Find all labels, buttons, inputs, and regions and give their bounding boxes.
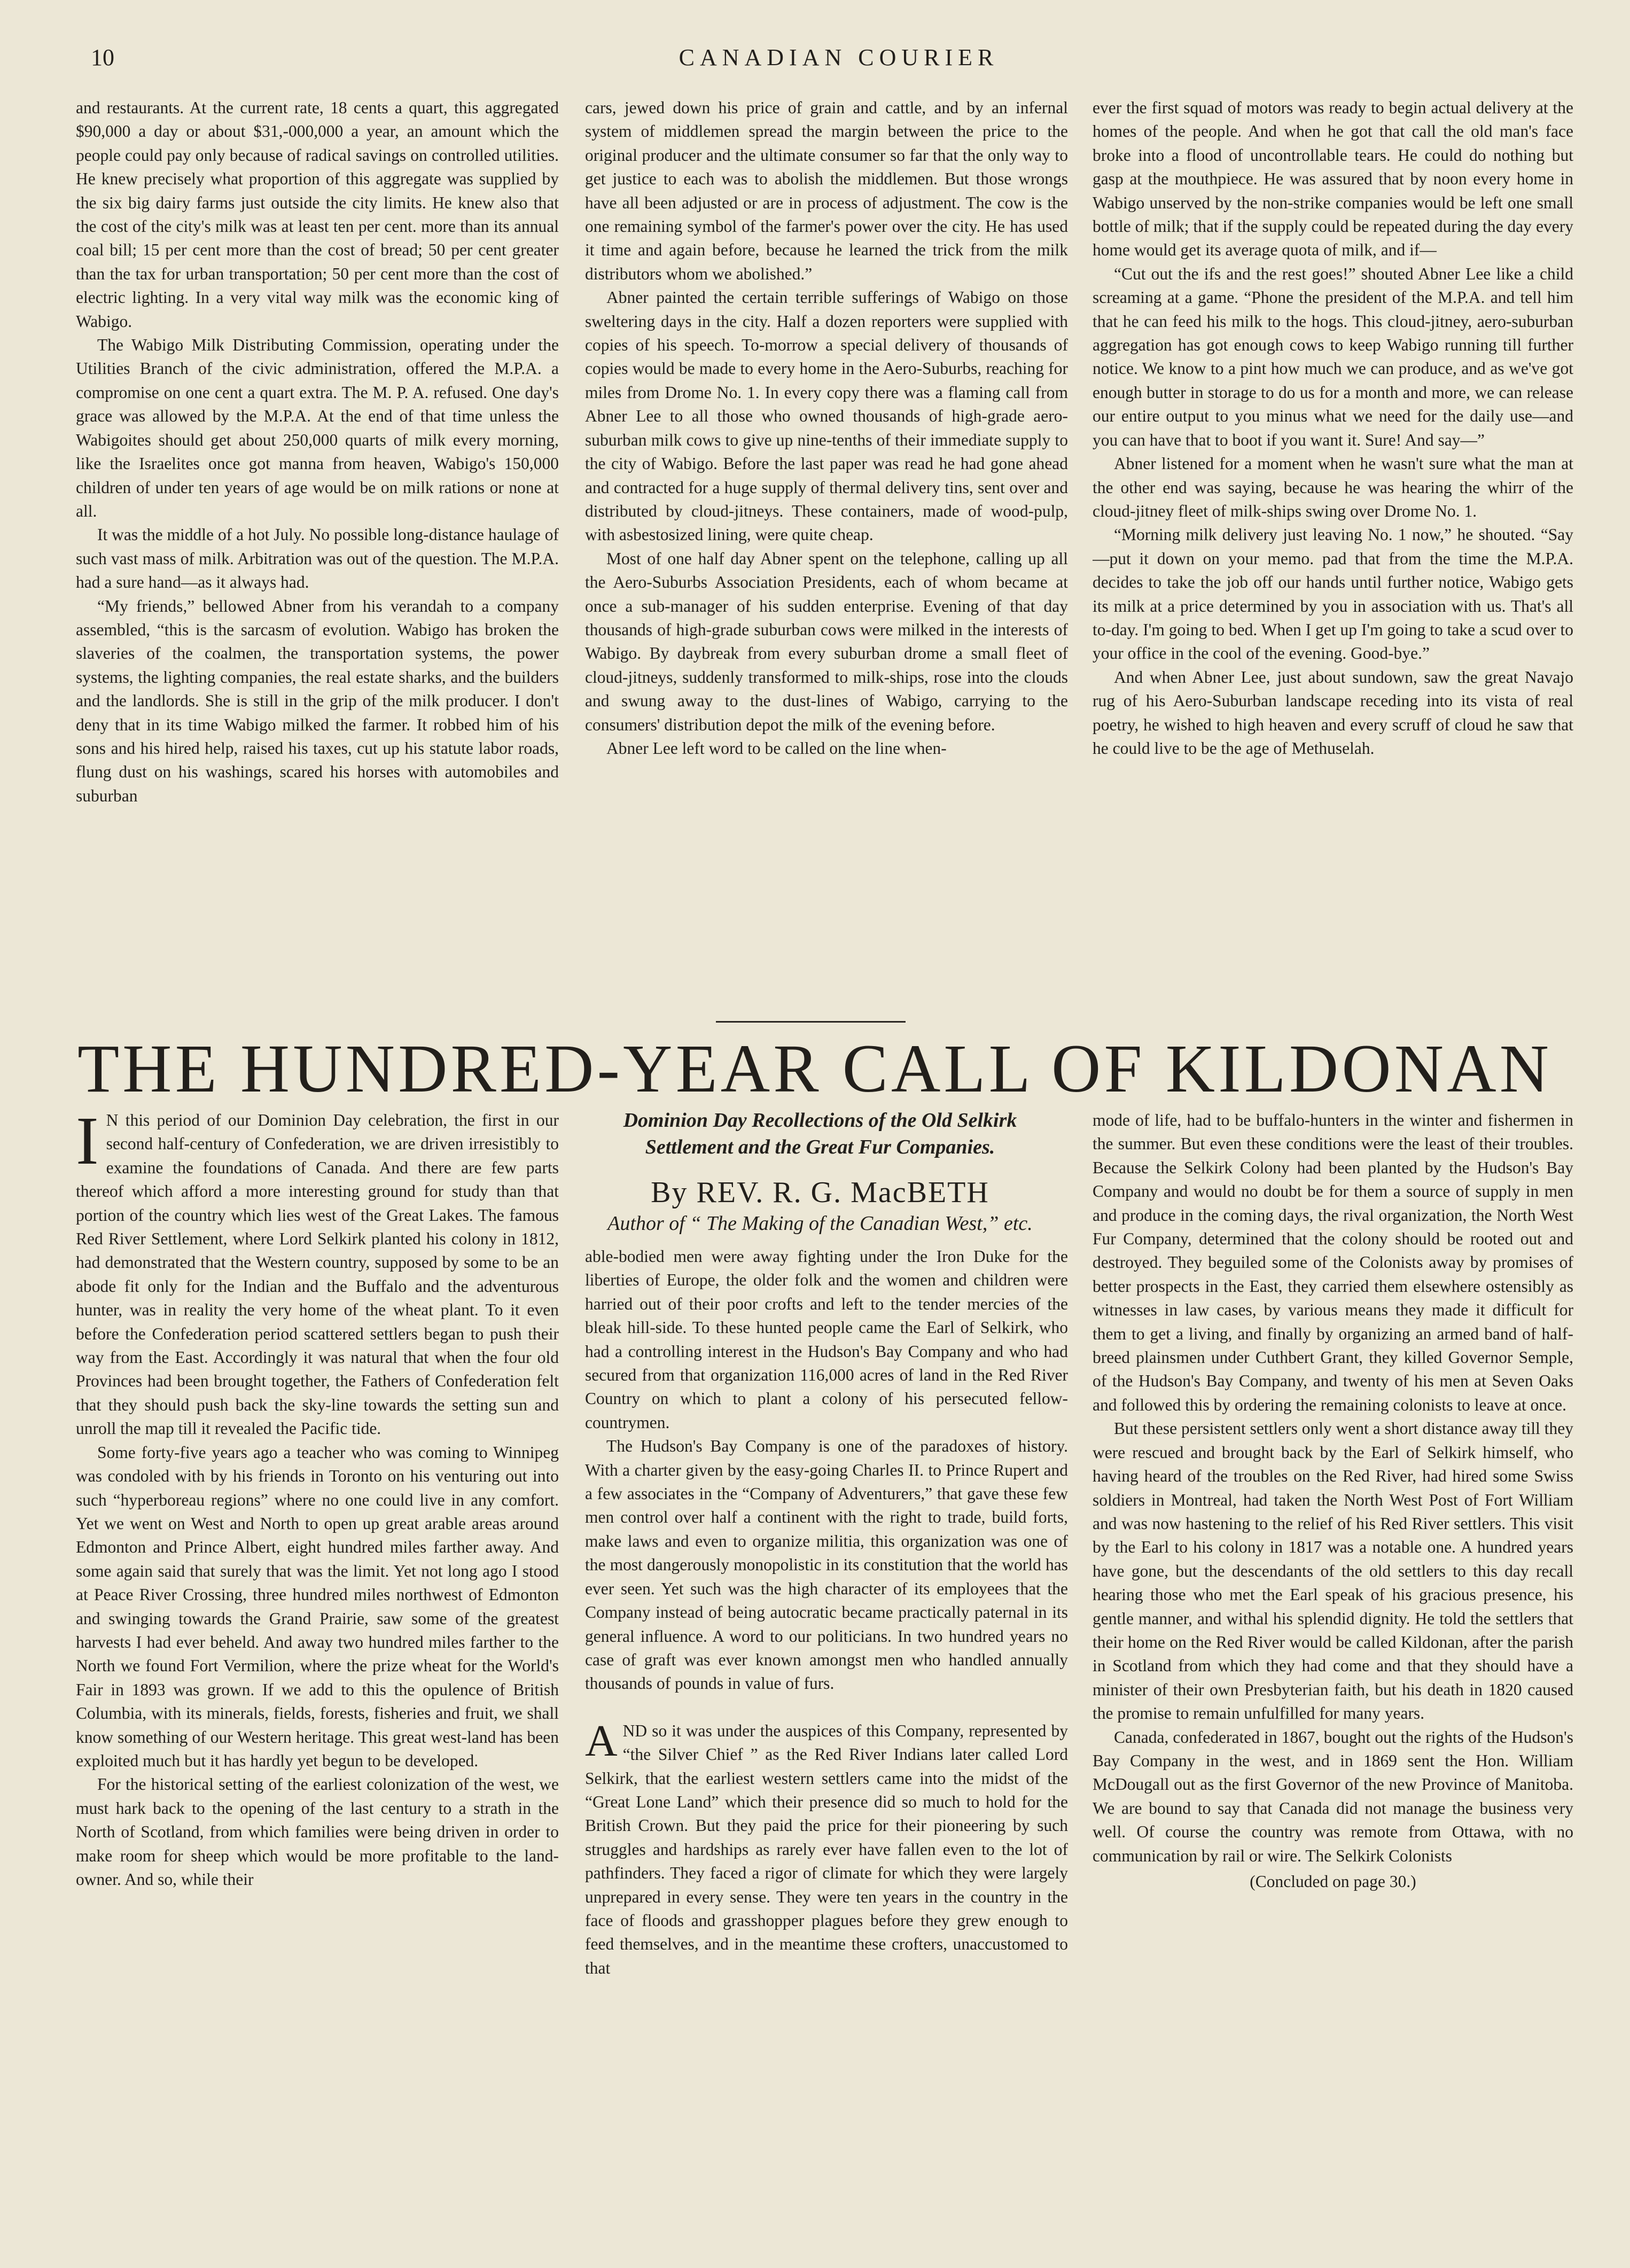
section-divider (716, 1021, 906, 1023)
paragraph: Abner listened for a moment when he wasn't sure what the man at the other end was saying, because he was hearing the whirr of the cloud-jitney fleet of milk-ships swing over Drome No. 1. (1093, 454, 1573, 520)
paragraph: able-bodied men were away fighting under the Iron Duke for the liberties of Europe, the older folk and the women and children were harried out of their poor crofts and left to the tender mercies of the bleak hill-side. To these hunted people came the Earl of Selkirk, who had a controlling interest in the Hudson's Bay Company and who had secured from that organization 116,000 acres of land in the Red River Country on which to plant a colony of his persecuted fellow-countrymen. (585, 1247, 1068, 1432)
paragraph: Abner painted the certain terrible sufferings of Wabigo on those sweltering days in the city. Half a dozen reporters were supplied with copies of his speech. To-morrow a special delivery of thousands of copies would be made to every home in the Aero-Suburbs, reaching for miles from Drome No. 1. In every copy there was a flaming call from Abner Lee to all those who owned thousands of high-grade aero-suburban milk cows to give up nine-tenths of their immediate supply to the city of Wabigo. Before the last paper was read he had gone ahead and contracted for a huge supply of thermal delivery tins, sent over and distributed by cloud-jitneys. These containers, made of wood-pulp, with asbestosized lining, were quite cheap. (585, 288, 1068, 544)
running-head: CANADIAN COURIER (678, 44, 999, 71)
story-column-2 (585, 96, 1068, 999)
paragraph: Canada, confederated in 1867, bought out the rights of the Hudson's Bay Company in the west, and in 1869 sent the Hon. William McDougall out as the first Governor of the new Province of Manitoba. We are bound to say that Canada did not manage the business very well. Of course the country was remote from Ottawa, with no communication by rail or wire. The Selkirk Colonists (1093, 1727, 1573, 1865)
paragraph: “My friends,” bellowed Abner from his verandah to a company assembled, “this is the sarcasm of evolution. Wabigo has broken the slaveries of the coalmen, the transportation systems, the power systems, the lighting companies, the real estate sharks, and the builders and the landlords. She is still in the grip of the milk producer. I don't deny that in its time Wabigo milked the farmer. It robbed him of his sons and his hired help, raised his taxes, cut up his statute labor roads, flung dust on his washings, scared his horses with automobiles and suburban (76, 596, 559, 805)
paragraph: “Cut out the ifs and the rest goes!” shouted Abner Lee like a child screaming at a game. “Phone the president of the M.P.A. and tell him that he can feed his milk to the hogs. This cloud-jitney, aero-suburban aggregation has got enough cows to keep Wabigo running till further notice. We know to a pint how much we can produce, and as we've got enough butter in storage to do us for a month and more, we can release our entire output to you minus what we need for the daily use—and you can have that to boot if you want it. Sure! And say—” (1093, 264, 1573, 449)
paragraph-text: N this period of our Dominion Day celebration, the first in our second half-century of Confederation, we are driven irresistibly to examine the foundations of Canada. And there are few parts thereof which afford a more interesting ground for study than that portion of the country which lies west of the Great Lakes. The famous Red River Settlement, where Lord Selkirk planted his colony in 1812, had demonstrated that the Western country, supposed by some to be an abode fit only for the Indian and the Buffalo and the adventurous hunter, was in reality the very home of the wheat plant. To it even before the Confederation period scattered settlers began to push their way from the East. Accordingly it was natural that when the four old Provinces had been brought together, the Fathers of Confederation felt that they should push back the sky-line towards the setting sun and unroll the map till it revealed the Pacific tide. (76, 1111, 559, 1438)
paragraph-text: ND so it was under the auspices of this Company, represented by “the Silver Chief ” as the Red River Indians later called Lord Selkirk, that the earliest western settlers came into the midst of the “Great Lone Land” which their presence did so much to hold for the British Crown. But they paid the price for their pioneering by such struggles and hardships as rarely ever have fallen even to the lot of pathfinders. They faced a rigor of climate for which they were largely unprepared in every sense. They were ten years in the country in the face of floods and grasshopper plagues before they grew enough to feed themselves, and in the meantime these crofters, unaccustomed to that (585, 1721, 1068, 1977)
paragraph: It was the middle of a hot July. No possible long-distance haulage of such vast mass of milk. Arbitration was out of the question. The M.P.A. had a sure hand—as it always had. (76, 525, 559, 592)
article-column-1 (76, 1109, 559, 2247)
paragraph: The Hudson's Bay Company is one of the paradoxes of history. With a charter given by the easy-going Charles II. to Prince Rupert and a few associates in the “Company of Adventurers,” that gave these few men control over half a continent with the right to trade, build forts, make laws and even to organize militia, this organization was one of the most dangerously monopolistic in its constitution that the world has ever seen. Yet such was the high character of its employees that the Company instead of being autocratic became practically paternal in its general influence. A word to our politicians. In two hundred years no case of graft was ever known amongst men who handled annually thousands of pounds in value of furs. (585, 1437, 1068, 1693)
paragraph: and restaurants. At the current rate, 18 cents a quart, this aggregated $90,000 a day or about $31,-000,000 a year, an amount which the people could pay only because of radical savings on controlled utilities. He knew precisely what proportion of this aggregate was supplied by the six big dairy farms just outside the city limits. He knew also that the cost of the city's milk was at least ten per cent. more than its annual coal bill; 15 per cent more than the cost of bread; 50 per cent greater than the tax for urban transportation; 50 per cent more than the cost of electric lighting. In a very vital way milk was the economic king of Wabigo. (76, 98, 559, 331)
paragraph: Abner Lee left word to be called on the line when- (606, 738, 947, 758)
paragraph: And when Abner Lee, just about sundown, saw the great Navajo rug of his Aero-Suburban landscape receding into its vista of real poetry, he wished to high heaven and every scruff of cloud he saw that he could live to be the age of Methuselah. (1093, 667, 1573, 758)
byline-credit: Author of “ The Making of the Canadian West,” etc. (607, 1212, 1033, 1235)
continuation-note: (Concluded on page 30.) (1250, 1872, 1416, 1891)
paragraph: mode of life, had to be buffalo-hunters in the winter and fishermen in the summer. But even these conditions were the least of their troubles. Because the Selkirk Colony had been planted by the Hudson's Bay Company and would no doubt be for them a source of supply in men and produce in the coming days, the rival organization, the North West Fur Company, determined that the colony should be rooted out and destroyed. They beguiled some of the Colonists away by promises of better prospects in the East, they carried them elsewhere ostensibly as witnesses in law cases, by various means they made it difficult for them to get a living, and finally by organizing an armed band of half-breed plainsmen under Cuthbert Grant, they killed Governor Semple, of the Hudson's Bay Company, and twenty of his men at Seven Oaks and followed this by ordering the remaining colonists to leave at once. (1093, 1111, 1573, 1414)
deck-line: Settlement and the Great Fur Companies. (645, 1136, 995, 1158)
paragraph: Some forty-five years ago a teacher who was coming to Winnipeg was condoled with by his friends in Toronto on his venturing out into such “hyperboreau regions” where no one could live in any comfort. Yet we went on West and North to open up great arable areas around Edmonton and Prince Albert, eight hundred miles farther away. And some again said that surely that was the limit. Yet not long ago I stood at Peace River Crossing, three hundred miles northwest of Edmonton and swinging towards the Grand Prairie, saw some of the greatest harvests I had ever beheld. And away two hundred miles farther to the North we found Fort Vermilion, where the prize wheat for the World's Fair in 1893 was grown. If we add to this the opulence of British Columbia, with its minerals, fields, forests, fisheries and fruit, we shall know something of our Western heritage. This great west-land has been exploited much but it has hardly yet begun to be developed. (76, 1443, 559, 1770)
paragraph-gap (585, 1696, 1068, 1719)
paragraph: The Wabigo Milk Distributing Commission, operating under the Utilities Branch of the civic administration, offered the M.P.A. a compromise on one cent a quart extra. The M. P. A. refused. One day's grace was allowed by the M.P.A. At the end of that time unless the Wabigoites should get about 250,000 quarts of milk every morning, like the Israelites once got manna from heaven, Wabigo's 150,000 children of under ten years of age would be on milk rations or none at all. (76, 336, 559, 520)
drop-cap: A (585, 1716, 618, 1766)
byline: By REV. R. G. MacBETH (651, 1176, 989, 1209)
article-deck (540, 1107, 1101, 1160)
paragraph (585, 1716, 1068, 1980)
page-header (91, 44, 1587, 81)
story-column-1 (76, 96, 559, 999)
article-column-2 (585, 1245, 1068, 2249)
article-headline: THE HUNDRED-YEAR CALL OF KILDONAN (77, 1031, 1553, 1106)
paragraph: Most of one half day Abner spent on the telephone, calling up all the Aero-Suburbs Association Presidents, each of whom became at once a sub-manager of his sudden enterprise. Evening of that day thousands of high-grade suburban cows were milked in the interests of Wabigo. By daybreak from every suburban drome a small fleet of cloud-jitneys, suddenly transformed to milk-ships, rose into the clouds and swung away to the dust-lines of Wabigo, carrying to the consumers' distribution depot the milk of the evening before. (585, 549, 1068, 734)
story-column-3 (1093, 96, 1573, 999)
drop-cap: I (76, 1109, 99, 1179)
article-column-3 (1093, 1109, 1573, 2247)
paragraph: But these persistent settlers only went a short distance away till they were rescued and brought back by the Earl of Selkirk himself, who having heard of the troubles on the Red River, had hired some Swiss soldiers in Montreal, had taken the North West Post of Fort William and was now hastening to the relief of his Red River settlers. This visit by the Earl to his colony in 1817 was a notable one. A hundred years have gone, but the descendants of the old settlers to this day recall hearing those who met the Earl speak of his gracious presence, his gentle manner, and withal his splendid dignity. He told the settlers that their home on the Red River would be called Kildonan, after the parish in Scotland from which they had come and that they should have a minister of their own Presbyterian faith, but his death in 1820 caused the promise to remain unfulfilled for many years. (1093, 1419, 1573, 1723)
paragraph (76, 1109, 559, 1441)
paragraph: cars, jewed down his price of grain and cattle, and by an infernal system of middlemen spread the margin between the price to the original producer and the ultimate consumer so far that the only way to get justice to each was to abolish the middlemen. But those wrongs have all been adjusted or are in process of adjustment. The cow is the one remaining symbol of the farmer's power over the city. He has used it time and again before, because he learned the trick from the milk distributors whom we abolished.” (585, 98, 1068, 283)
deck-line: Dominion Day Recollections of the Old Selkirk (623, 1109, 1017, 1132)
page-number: 10 (91, 44, 114, 71)
paragraph: “Morning milk delivery just leaving No. 1 now,” he shouted. “Say—put it down on your memo. pad that from the time the M.P.A. decides to take the job off our hands until further notice, Wabigo gets its milk at a price determined by you in association with us. That's all to-day. I'm going to bed. When I get up I'm going to take a scud over to your office in the cool of the evening. Good-bye.” (1093, 525, 1573, 663)
paragraph: ever the first squad of motors was ready to begin actual delivery at the homes of the people. And when he got that call the old man's face broke into a flood of uncontrollable tears. He could do nothing but gasp at the mouthpiece. He was assured that by noon every home in Wabigo unserved by the non-strike companies would be left one small bottle of milk; that if the supply could be repeated during the day every home would get its average quota of milk, and if— (1093, 98, 1573, 260)
paragraph: For the historical setting of the earliest colonization of the west, we must hark back to the opening of the last century to a strath in the North of Scotland, from which families were being driven in order to make room for sheep which would be more profitable to the land-owner. And so, while their (76, 1775, 559, 1889)
